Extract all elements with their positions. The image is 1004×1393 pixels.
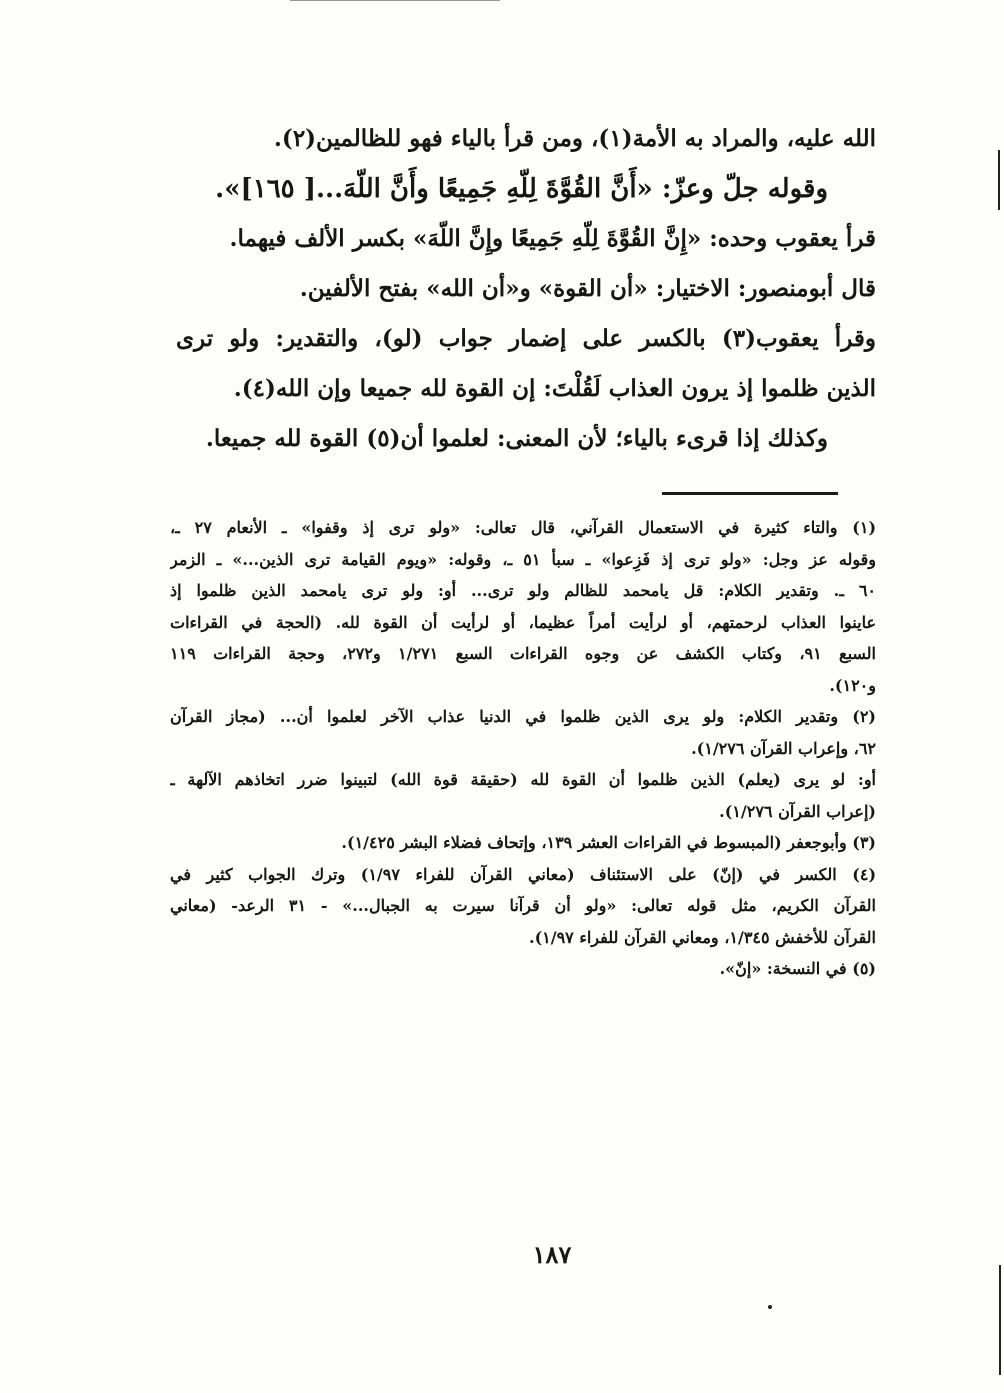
main-line-2: وقوله جلّ وعزّ: «أَنَّ القُوَّةَ لِلّهِ جَمِيعًا وأَنَّ اللّهَ...[ ١٦٥]».	[215, 174, 828, 204]
footnote-separator	[662, 492, 838, 495]
scan-edge-mark	[998, 150, 1000, 210]
footnote-line: وقوله عز وجل: «ولو ترى إذ فَزِعوا» ـ سبأ ٥١ ـ، وقوله: «ويوم القيامة ترى الذين...» ـ الزمر	[170, 549, 876, 569]
main-line-6: الذين ظلموا إذ يرون العذاب لَقُلْتَ: إن القوة لله جميعا وإن الله(٤).	[233, 375, 876, 402]
footnote-line: (٤) الكسر في (إنّ) على الاستئناف (معاني القرآن للفراء ١/٩٧) وترك الجواب كثير في	[170, 864, 876, 884]
footnote-line: أو: لو يرى (يعلم) الذين ظلموا أن القوة لله (حقيقة قوة الله) لتبينوا ضرر اتخاذهم الآلهة ـ	[170, 770, 876, 789]
main-line-5: وقرأ يعقوب(٣) بالكسر على إضمار جواب (لو)، والتقدير: ولو ترى	[176, 325, 876, 352]
footnotes-block	[170, 512, 876, 985]
main-line-7: وكذلك إذا قرىء بالياء؛ لأن المعنى: لعلموا أن(٥) القوة لله جميعا.	[205, 425, 828, 452]
footnote-line: عاينوا العذاب لرحمتهم، أو لرأيت أمراً عظيما، أو لرأيت أن القوة لله. (الحجة في القراءات	[170, 612, 876, 632]
footnote-line: السبع ٩١، وكتاب الكشف عن وجوه القراءات السبع ١/٢٧١ و٢٧٢، وحجة القراءات ١١٩	[170, 644, 876, 663]
footnote-line: القرآن للأخفش ١/٣٤٥، ومعاني القرآن للفراء ١/٩٧).	[529, 927, 876, 947]
footnote-line: ٦٢، وإعراب القرآن ١/٢٧٦).	[691, 738, 876, 758]
main-text-block	[176, 114, 876, 464]
main-line-1: الله عليه، والمراد به الأمة(١)، ومن قرأ بالياء فهو للظالمين(٢).	[273, 125, 876, 152]
scan-dot	[768, 1305, 772, 1309]
main-line-4: قال أبومنصور: الاختيار: «أن القوة» و«أن الله» بفتح الألفين.	[299, 275, 876, 302]
scan-edge-mark	[999, 1265, 1001, 1375]
footnote-line: (إعراب القرآن ١/٢٧٦).	[719, 801, 876, 821]
footnote-line: القرآن الكريم، مثل قوله تعالى: «ولو أن قرآنا سيرت به الجبال...» - ٣١ الرعد- (معاني	[170, 896, 876, 915]
page-number: ١٨٧	[532, 1240, 572, 1269]
footnote-line: و١٢٠).	[829, 675, 876, 695]
footnote-line: (١) والتاء كثيرة في الاستعمال القرآني، قال تعالى: «ولو ترى إذ وقفوا» ـ الأنعام ٢٧ ـ،	[170, 518, 876, 537]
footnote-line: (٣) وأبوجعفر (المبسوط في القراءات العشر ١٣٩، وإتحاف فضلاء البشر ١/٤٢٥).	[341, 833, 876, 852]
footnote-line: (٢) وتقدير الكلام: ولو يرى الذين ظلموا في الدنيا عذاب الآخر لعلموا أن... (مجاز القرآن	[170, 707, 876, 726]
main-line-3: قرأ يعقوب وحده: «إِنَّ القُوَّةَ لِلّهِ جَمِيعًا وإِنَّ اللّهَ» بكسر الألف فيهما.	[229, 225, 876, 252]
footnote-line: (٥) في النسخة: «إنّ».	[719, 959, 876, 978]
footnote-line: ٦٠ ـ. وتقدير الكلام: قل يامحمد للظالم ولو ترى... أو: ولو ترى يامحمد الذين ظلموا إذ	[170, 581, 876, 600]
scan-top-line	[290, 0, 500, 1]
